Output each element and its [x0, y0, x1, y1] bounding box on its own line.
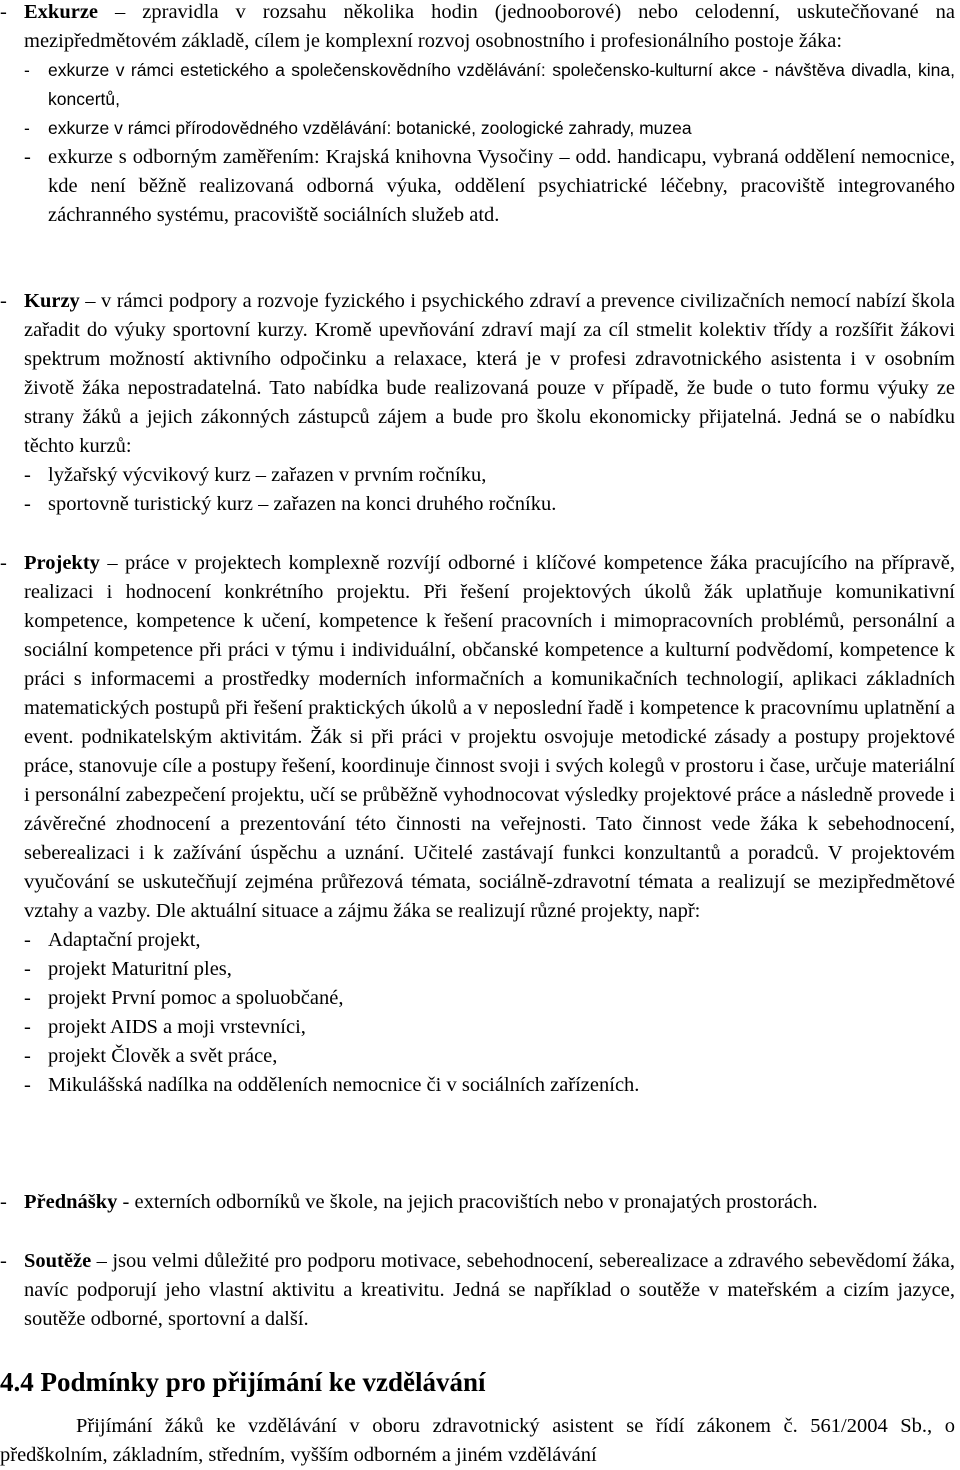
- projekty-section: [0, 549, 955, 1100]
- projekty-intro: – práce v projektech komplexně rozvíjí odborné i klíčové kompetence žáka pracujícího na přípravě, realizaci i hodnocení konkrétního projektu. Při řešení projektových úkolů žák uplatňuje komunikativní kompetence, kompetence k učení, kompetence k řešení pracovních i mimopracovních problémů, personální a sociální kompetence při práci v týmu i individuální, občanské kompetence a kulturní podvědomí, kompetence k práci s informacemi a prostředky moderních informačních a komunikačních technologií, aplikaci základních matematických postupů při řešení praktických úkolů a v neposlední řadě i kompetence k pracovnímu uplatnění a event. podnikatelským aktivitám. Žák si při práci v projektu osvojuje metodické zásady a postupy projektové práce, stanovuje cíle a postupy řešení, koordinuje činnost svoji i svých kolegů v prostoru i čase, určuje materiální i personální zabezpečení projektu, učí se průběžně vyhodnocovat výsledky projektové práce a následně provede i závěrečné zhodnocení a prezentování této činnosti na veřejnosti. Tato činnost vede žáka k sebehodnocení, seberealizaci i k zažívání úspěchu a uznání. Učitelé zastávají funkci konzultantů a poradců. V projektovém vyučování se uskutečňují zejména průřezová témata, sociálně-zdravotní témata a realizují se mezipředmětové vztahy a vazby. Dle aktuální situace a zájmu žáka se realizují různé projekty, např:: [24, 552, 955, 922]
- closing-text: Přijímání žáků ke vzdělávání v oboru zdravotnický asistent se řídí zákonem č. 561/2004 Sb., o předškolním, základním, středním, vyšším odborném a jiném vzdělávání: [0, 1415, 955, 1466]
- exkurze-intro: – zpravidla v rozsahu několika hodin (jednooborové) nebo celodenní, uskutečňované na mezipředmětovém základě, cílem je komplexní rozvoj osobnostního i profesionálního postoje žáka:: [24, 1, 955, 52]
- kurzy-text: [24, 287, 955, 519]
- souteze-item: [0, 1247, 955, 1334]
- bullet-dash: -: [24, 987, 31, 1009]
- bullet-dash: -: [0, 1191, 7, 1213]
- kurzy-item: [0, 287, 955, 519]
- kurzy-section: [0, 287, 955, 519]
- kurzy-term: Kurzy: [24, 290, 80, 312]
- projekty-item-text: projekt Maturitní ples,: [48, 958, 232, 980]
- projekty-item-text: projekt AIDS a moji vrstevníci,: [48, 1016, 306, 1038]
- exkurze-item: [0, 0, 955, 230]
- bullet-dash: -: [24, 929, 31, 951]
- bullet-dash: -: [0, 1, 7, 23]
- bullet-dash: -: [0, 552, 7, 574]
- list-item: [24, 114, 955, 143]
- exkurze-section: [0, 0, 955, 230]
- projekty-item: [0, 549, 955, 1100]
- prednasky-term: Přednášky: [24, 1191, 118, 1213]
- projekty-item-text: projekt Člověk a svět práce,: [48, 1045, 278, 1067]
- list-item: [24, 1071, 955, 1100]
- souteze-intro: – jsou velmi důležité pro podporu motivace, sebehodnocení, seberealizace a zdravého sebevědomí žáka, navíc podporují jeho vlastní aktivitu a kreativitu. Jedná se například o soutěže v mateřském a cizím jazyce, soutěže odborné, sportovní a další.: [24, 1250, 955, 1330]
- projekty-item-text: projekt První pomoc a spoluobčané,: [48, 987, 344, 1009]
- list-item: [24, 955, 955, 984]
- kurzy-intro: – v rámci podpory a rozvoje fyzického i psychického zdraví a prevence civilizačních nemocí nabízí škola zařadit do výuky sportovní kurzy. Kromě upevňování zdraví mají za cíl stmelit kolektiv třídy a rozšířit žákovi spektrum možností aktivního odpočinku a relaxace, která je v profesi zdravotnického asistenta i v osobním životě žáka nepostradatelná. Tato nabídka bude realizovaná pouze v případě, že bude o tuto formu výuky ze strany žáků a jejich zákonných zástupců zájem a bude pro školu ekonomicky přijatelná. Jedná se o nabídku těchto kurzů:: [24, 290, 955, 457]
- bullet-dash: -: [24, 1016, 31, 1038]
- bullet-dash: -: [24, 146, 31, 168]
- list-item: [24, 490, 955, 519]
- projekty-term: Projekty: [24, 552, 100, 574]
- bullet-dash: -: [24, 60, 30, 80]
- projekty-item-text: Mikulášská nadílka na odděleních nemocnice či v sociálních zařízeních.: [48, 1074, 640, 1096]
- souteze-text: [24, 1247, 955, 1334]
- bullet-dash: -: [24, 958, 31, 980]
- kurzy-item-text: lyžařský výcvikový kurz – zařazen v prvním ročníku,: [48, 464, 487, 486]
- bullet-dash: -: [24, 1045, 31, 1067]
- list-item: [24, 1042, 955, 1071]
- bullet-dash: -: [0, 1250, 7, 1272]
- bullet-dash: -: [24, 118, 30, 138]
- prednasky-text: [24, 1188, 955, 1217]
- kurzy-item-text: sportovně turistický kurz – zařazen na konci druhého ročníku.: [48, 493, 557, 515]
- exkurze-item-text: exkurze s odborným zaměřením: Krajská knihovna Vysočiny – odd. handicapu, vybraná oddělení nemocnice, kde není běžně realizovaná odborná výuka, oddělení psychiatrické léčebny, pracoviště integrovaného záchranného systému, pracoviště sociálních služeb atd.: [48, 146, 955, 226]
- projekty-text: [24, 549, 955, 1100]
- projekty-item-text: Adaptační projekt,: [48, 929, 201, 951]
- souteze-term: Soutěže: [24, 1250, 92, 1272]
- prednasky-section: [0, 1188, 955, 1217]
- list-item: [24, 56, 955, 114]
- exkurze-term: Exkurze: [24, 1, 99, 23]
- list-item: [24, 1013, 955, 1042]
- souteze-section: [0, 1247, 955, 1334]
- exkurze-text: [24, 0, 955, 230]
- bullet-dash: -: [24, 1074, 31, 1096]
- list-item: [24, 926, 955, 955]
- bullet-dash: -: [24, 464, 31, 486]
- section-heading: 4.4 Podmínky pro přijímání ke vzdělávání: [0, 1367, 486, 1397]
- bullet-dash: -: [0, 290, 7, 312]
- prednasky-item: [0, 1188, 955, 1217]
- exkurze-item-text: exkurze v rámci přírodovědného vzdělávání: botanické, zoologické zahrady, muzea: [48, 118, 692, 138]
- list-item: [24, 143, 955, 230]
- bullet-dash: -: [24, 493, 31, 515]
- exkurze-item-text: exkurze v rámci estetického a společenskovědního vzdělávání: společensko-kulturní akce - návštěva divadla, kina, koncertů,: [48, 60, 955, 109]
- list-item: [24, 984, 955, 1013]
- list-item: [24, 461, 955, 490]
- prednasky-intro: - externích odborníků ve škole, na jejich pracovištích nebo v pronajatých prostorách.: [117, 1191, 818, 1213]
- closing-paragraph: [0, 1412, 955, 1470]
